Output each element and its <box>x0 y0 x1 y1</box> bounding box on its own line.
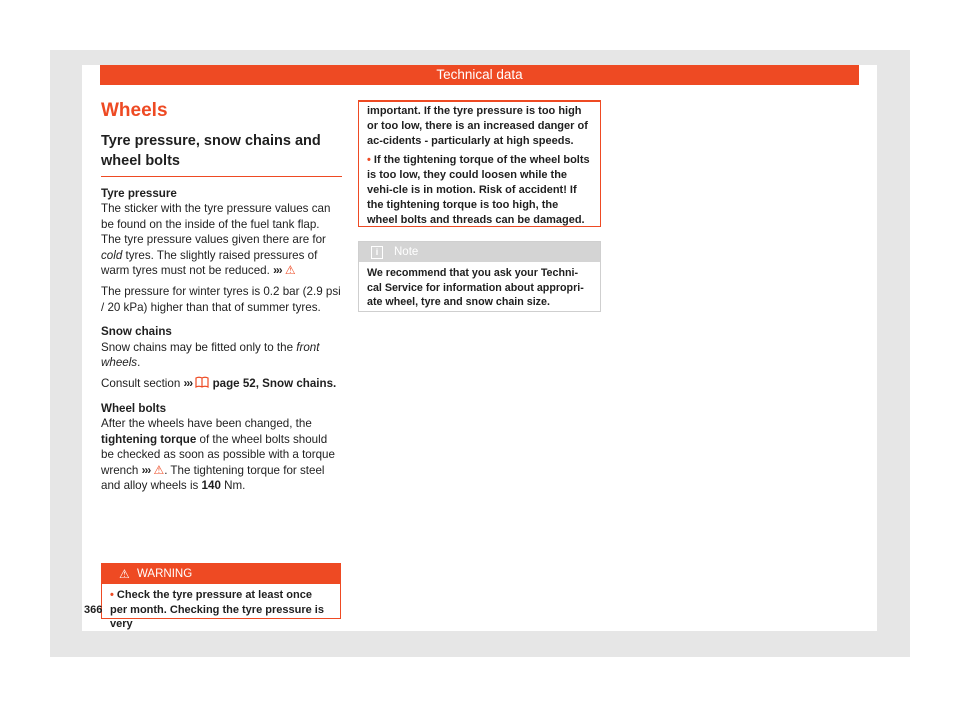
chapter-header: Technical data <box>100 65 859 85</box>
warning-icon: ⚠ <box>119 567 130 581</box>
warning-box-continued <box>358 100 601 227</box>
info-icon: i <box>371 246 383 259</box>
warning-icon[interactable]: ⚠ <box>153 462 165 477</box>
warning-box <box>101 563 341 630</box>
warning-label: WARNING <box>137 568 193 580</box>
warning-bullet-2: • If the tightening torque of the wheel bolts is too low, they could loosen while the vehi-cle is in motion. Risk of accident! If the tightening torque is too high, the wheel bolts and threads can be damaged. <box>367 154 590 226</box>
note-header <box>359 242 600 262</box>
note-text: We recommend that you ask your Techni-cal Service for information about appropri-ate wheel, tyre and snow chain size. <box>367 267 584 308</box>
warning-bullet-1-start: • Check the tyre pressure at least once per month. Checking the tyre pressure is very <box>110 589 324 630</box>
winter-tyre-paragraph: The pressure for winter tyres is 0.2 bar (2.9 psi / 20 kPa) higher than that of summer tyres. <box>101 285 341 314</box>
page-52-link[interactable]: page 52, Snow chains <box>212 377 334 391</box>
note-label: Note <box>394 246 419 258</box>
warning-header <box>102 564 340 584</box>
warning-icon[interactable]: ⚠ <box>284 263 296 278</box>
tyre-pressure-paragraph: The sticker with the tyre pressure values can be found on the inside of the fuel tank flap. The tyre pressure values given there are for cold tyres. The slightly raised pressures of warm tyres must not be reduced. ››› ⚠ <box>101 202 331 278</box>
wheel-bolts-heading: Wheel bolts <box>101 401 167 415</box>
book-icon <box>195 376 209 388</box>
page-number: 366 <box>84 604 103 616</box>
section-title: Wheels <box>101 100 168 121</box>
snow-chains-paragraph: Snow chains may be fitted only to the front wheels. <box>101 340 320 370</box>
cross-ref-arrows[interactable]: ››› <box>273 264 282 278</box>
tyre-pressure-heading: Tyre pressure <box>101 187 177 200</box>
note-box <box>358 241 601 312</box>
warning-bullet-1-end: important. If the tyre pressure is too high or too low, there is an increased danger of ac-cidents - particularly at high speeds. <box>367 105 588 147</box>
snow-chains-heading: Snow chains <box>101 325 172 339</box>
left-column <box>101 100 342 499</box>
section-subtitle: Tyre pressure, snow chains and wheel bolts <box>101 131 342 177</box>
consult-section-paragraph: Consult section ››› page 52, Snow chains. <box>101 377 337 391</box>
wheel-bolts-paragraph: After the wheels have been changed, the tightening torque of the wheel bolts should be checked as soon as possible with a torque wrench ››› ⚠. The tightening torque for steel and alloy wheels is 140 Nm. <box>101 417 335 492</box>
